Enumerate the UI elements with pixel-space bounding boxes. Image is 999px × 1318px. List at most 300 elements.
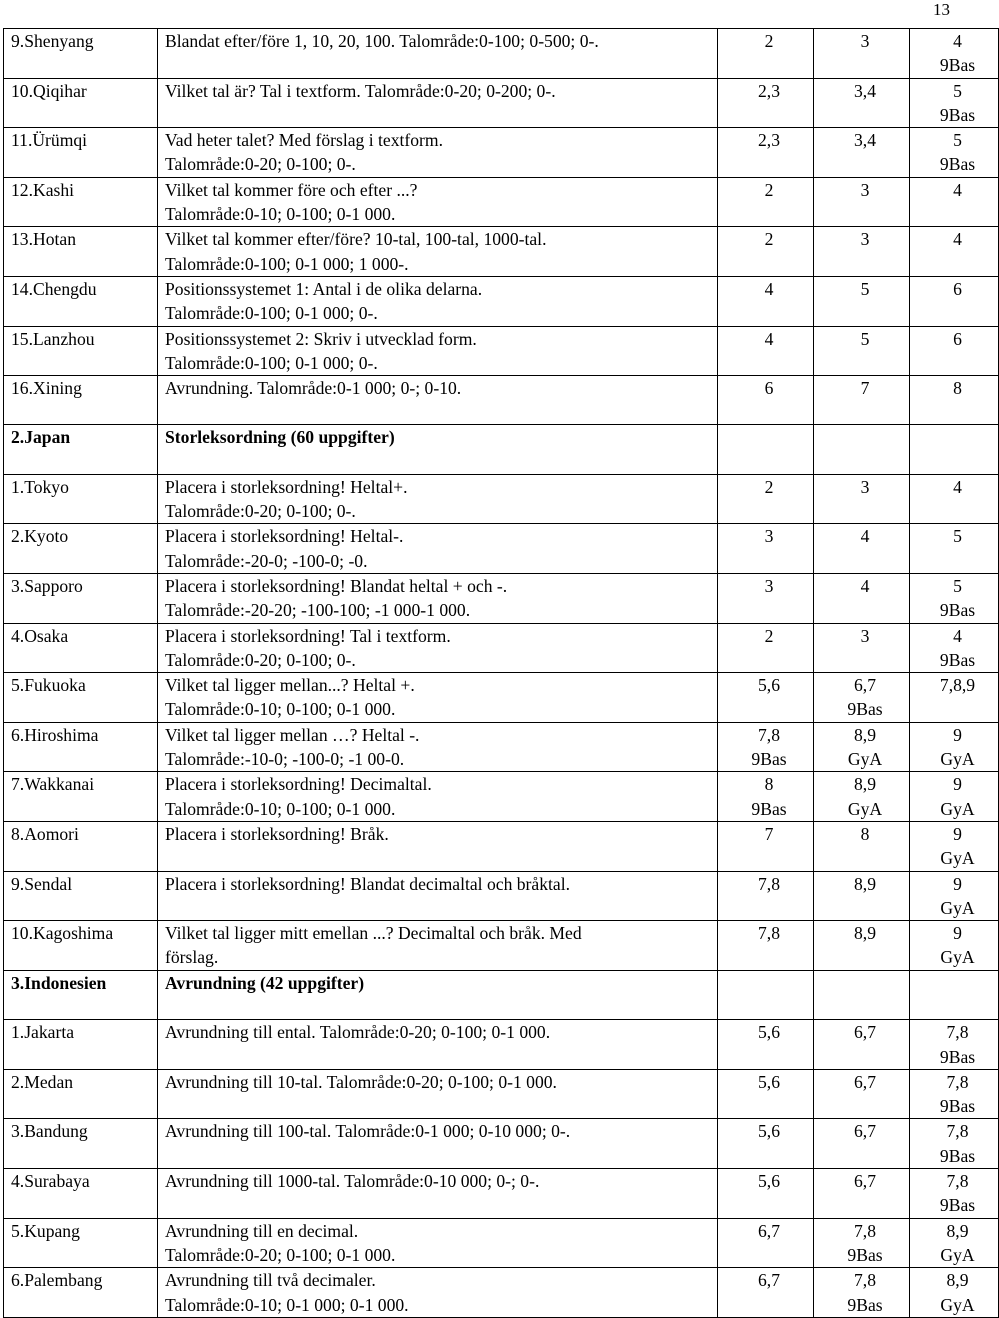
level-3-line: 4: [953, 625, 962, 646]
level-3-line: 6: [953, 328, 962, 349]
place-name: 5.Kupang: [4, 1218, 158, 1268]
level-2-line: 3: [860, 179, 870, 200]
place-name: 1.Tokyo: [4, 474, 158, 524]
level-2-line: 3: [860, 476, 870, 497]
level-2: [814, 1069, 910, 1119]
level-3-line: 7,8: [946, 1171, 969, 1192]
task-description-line: förslag.: [165, 947, 219, 968]
level-3: [910, 78, 999, 128]
task-description-line: Avrundning till två decimaler.: [165, 1270, 376, 1291]
level-1: [718, 177, 814, 227]
task-description: [158, 29, 718, 79]
level-3-line: [917, 449, 998, 473]
task-description-line: Vilket tal är? Tal i textform. Talområde:0-20; 0-200; 0-.: [165, 80, 556, 101]
place-name: 9.Shenyang: [4, 29, 158, 79]
level-1-line: 2: [764, 179, 774, 200]
level-1-line: 5,6: [758, 1071, 780, 1092]
table-row: [4, 1069, 999, 1119]
level-2-line: 8: [860, 823, 870, 844]
task-description-line: Positionssystemet 2: Skriv i utvecklad form.: [165, 328, 477, 349]
level-2-line: 3: [860, 229, 870, 250]
level-2: [814, 276, 910, 326]
level-3: [910, 722, 999, 772]
level-2-line: 4: [860, 575, 870, 596]
level-3-line: [917, 971, 998, 995]
task-description-line: Talområde:0-100; 0-1 000; 0-.: [165, 352, 378, 373]
level-3: [910, 1020, 999, 1070]
level-3-line: 8,9: [946, 1270, 969, 1291]
table-row: [4, 177, 999, 227]
level-3-line: 9: [953, 774, 962, 795]
task-description-line: Placera i storleksordning! Blandat decimaltal och bråktal.: [165, 873, 571, 894]
level-1: [718, 425, 814, 475]
level-1: [718, 1020, 814, 1070]
place-name: 9.Sendal: [4, 871, 158, 921]
level-2-line: 5: [860, 328, 870, 349]
task-description-line: Talområde:0-10; 0-100; 0-1 000.: [165, 699, 396, 720]
level-3: [910, 425, 999, 475]
level-1-line: 5,6: [758, 1171, 780, 1192]
level-3-line: GyA: [940, 798, 975, 819]
level-1-line: 9Bas: [751, 749, 787, 770]
task-description-line: Blandat efter/före 1, 10, 20, 100. Talområde:0-100; 0-500; 0-.: [165, 31, 599, 51]
level-3: [910, 1069, 999, 1119]
table-row: [4, 1268, 999, 1318]
level-1-line: [725, 425, 813, 449]
level-1: [718, 276, 814, 326]
place-name: 13.Hotan: [4, 227, 158, 277]
level-2: [814, 1268, 910, 1318]
level-2-line: GyA: [847, 749, 883, 770]
task-description-line: Talområde:0-10; 0-100; 0-1 000.: [165, 204, 396, 225]
table-row: [4, 1020, 999, 1070]
place-name: 3.Indonesien: [4, 970, 158, 1020]
page-number: 13: [933, 0, 950, 19]
level-2: [814, 78, 910, 128]
level-2-line: 6,7: [854, 1071, 876, 1092]
task-description-line: Vilket tal ligger mitt emellan ...? Decimaltal och bråk. Med: [165, 923, 582, 944]
level-3-line: 6: [953, 278, 962, 299]
task-description: [158, 970, 718, 1020]
table-row: [4, 326, 999, 376]
section-row: [4, 970, 999, 1020]
table-row: [4, 921, 999, 971]
level-1-line: 7: [764, 823, 774, 844]
task-description: [158, 78, 718, 128]
level-1-line: 2: [764, 625, 774, 646]
level-2: [814, 128, 910, 178]
table-row: [4, 376, 999, 425]
task-description-line: Placera i storleksordning! Decimaltal.: [165, 774, 432, 795]
level-1-line: 6,7: [758, 1220, 780, 1241]
place-name: 4.Osaka: [4, 623, 158, 673]
level-2-line: 3,4: [854, 80, 876, 101]
level-3-line: GyA: [940, 897, 975, 918]
level-1: [718, 474, 814, 524]
task-description-line: Avrundning till en decimal.: [165, 1220, 359, 1241]
place-name: 1.Jakarta: [4, 1020, 158, 1070]
place-name: 7.Wakkanai: [4, 772, 158, 822]
level-3-line: 7,8: [946, 1121, 969, 1142]
task-description-line: Avrundning. Talområde:0-1 000; 0-; 0-10.: [165, 378, 462, 399]
level-2-line: GyA: [847, 798, 883, 819]
table-row: [4, 474, 999, 524]
level-1-line: 2,3: [758, 80, 780, 101]
level-2-line: 6,7: [854, 1121, 876, 1142]
table-row: [4, 1169, 999, 1219]
task-description: [158, 1020, 718, 1070]
level-1-line: 4: [764, 328, 774, 349]
level-3: [910, 821, 999, 871]
task-description-line: Talområde:0-20; 0-100; 0-.: [165, 501, 356, 522]
level-1: [718, 128, 814, 178]
task-description-line: Avrundning till 10-tal. Talområde:0-20; 0-100; 0-1 000.: [165, 1071, 557, 1092]
level-3: [910, 673, 999, 723]
level-2: [814, 524, 910, 574]
level-2: [814, 1020, 910, 1070]
level-1: [718, 1218, 814, 1268]
level-3-line: 9Bas: [939, 154, 976, 175]
level-3-line: 8,9: [946, 1220, 969, 1241]
level-3-line: 7,8: [946, 1022, 969, 1043]
level-3-line: 5: [953, 575, 962, 596]
level-2-line: 7,8: [854, 1270, 876, 1291]
task-description-line: Avrundning till 100-tal. Talområde:0-1 000; 0-10 000; 0-.: [165, 1121, 571, 1142]
level-3-line: 7,8,9: [939, 675, 976, 696]
level-3-line: 4: [953, 179, 962, 200]
level-3-line: 9: [953, 923, 962, 944]
table-row: [4, 772, 999, 822]
task-description: [158, 1119, 718, 1169]
place-name: 14.Chengdu: [4, 276, 158, 326]
level-3: [910, 970, 999, 1020]
level-2-line: 5: [860, 278, 870, 299]
level-1: [718, 970, 814, 1020]
level-3-line: 9: [953, 724, 962, 745]
level-1-line: 5,6: [758, 675, 780, 696]
level-3-line: 8: [953, 378, 962, 399]
task-description: [158, 474, 718, 524]
level-2-line: 8,9: [854, 873, 876, 894]
task-description-line: Placera i storleksordning! Blandat heltal + och -.: [165, 575, 508, 596]
task-description-line: Vilket tal ligger mellan …? Heltal -.: [165, 724, 420, 745]
task-description-line: Avrundning (42 uppgifter): [165, 972, 365, 993]
level-3-line: 9: [953, 823, 962, 844]
table-row: [4, 524, 999, 574]
place-name: 6.Palembang: [4, 1268, 158, 1318]
level-2-line: 8,9: [854, 923, 876, 944]
table-row: [4, 722, 999, 772]
level-1: [718, 524, 814, 574]
level-2: [814, 326, 910, 376]
task-description: [158, 276, 718, 326]
level-3-line: [917, 995, 998, 1019]
task-description-line: Avrundning till 1000-tal. Talområde:0-10 000; 0-; 0-.: [165, 1171, 540, 1192]
place-name: 8.Aomori: [4, 821, 158, 871]
level-1-line: 8: [764, 774, 774, 795]
table-row: [4, 1119, 999, 1169]
task-description: [158, 425, 718, 475]
level-3-line: 9: [953, 873, 962, 894]
task-description-line: Talområde:0-100; 0-1 000; 1 000-.: [165, 253, 409, 274]
level-1: [718, 573, 814, 623]
task-description-line: Talområde:-20-0; -100-0; -0.: [165, 550, 368, 571]
task-description-line: Storleksordning (60 uppgifter): [165, 427, 395, 448]
place-name: 3.Bandung: [4, 1119, 158, 1169]
task-description: [158, 921, 718, 971]
level-1-line: 7,8: [758, 923, 780, 944]
level-1: [718, 227, 814, 277]
level-3-line: 5: [953, 80, 962, 101]
level-2-line: 6,7: [854, 675, 876, 696]
task-description: [158, 722, 718, 772]
task-description-line: Placera i storleksordning! Heltal-.: [165, 526, 404, 547]
level-1-line: 4: [764, 278, 774, 299]
place-name: 2.Japan: [4, 425, 158, 475]
place-name: 11.Ürümqi: [4, 128, 158, 178]
task-description-line: Talområde:-10-0; -100-0; -1 00-0.: [165, 749, 405, 770]
task-description: [158, 1069, 718, 1119]
task-description-line: Vilket tal kommer efter/före? 10-tal, 100-tal, 1000-tal.: [165, 229, 547, 250]
table-row: [4, 673, 999, 723]
task-description: [158, 376, 718, 425]
level-3: [910, 29, 999, 79]
level-3-line: 5: [953, 526, 962, 547]
section-row: [4, 425, 999, 475]
place-name: 5.Fukuoka: [4, 673, 158, 723]
level-2: [814, 177, 910, 227]
level-2: [814, 623, 910, 673]
task-description-line: Placera i storleksordning! Tal i textform.: [165, 625, 451, 646]
level-2-line: 9Bas: [847, 699, 883, 720]
place-name: 10.Kagoshima: [4, 921, 158, 971]
level-1-line: 2: [764, 476, 774, 497]
level-2-line: 6,7: [854, 1171, 876, 1192]
task-description-line: Vilket tal ligger mellan...? Heltal +.: [165, 675, 415, 696]
task-description-line: Talområde:0-20; 0-100; 0-1 000.: [165, 1244, 396, 1265]
level-2-line: 9Bas: [847, 1294, 883, 1315]
level-1: [718, 772, 814, 822]
level-1: [718, 376, 814, 425]
level-3-line: 9Bas: [939, 1046, 976, 1067]
level-2: [814, 970, 910, 1020]
task-description-line: Talområde:0-20; 0-100; 0-.: [165, 154, 356, 175]
level-1-line: 3: [764, 575, 774, 596]
level-2: [814, 722, 910, 772]
place-name: 3.Sapporo: [4, 573, 158, 623]
level-2-line: 8,9: [854, 774, 876, 795]
level-2-line: [821, 971, 909, 995]
level-1-line: 7,8: [758, 873, 780, 894]
task-description-line: Avrundning till ental. Talområde:0-20; 0-100; 0-1 000.: [165, 1022, 551, 1043]
level-2-line: 3: [860, 31, 870, 51]
task-description-line: Talområde:-20-20; -100-100; -1 000-1 000.: [165, 600, 471, 621]
place-name: 12.Kashi: [4, 177, 158, 227]
table-row: [4, 276, 999, 326]
task-description-line: Positionssystemet 1: Antal i de olika delarna.: [165, 278, 483, 299]
task-description: [158, 821, 718, 871]
level-3: [910, 871, 999, 921]
level-3: [910, 1169, 999, 1219]
level-2: [814, 821, 910, 871]
place-name: 4.Surabaya: [4, 1169, 158, 1219]
level-3: [910, 276, 999, 326]
level-2-line: 7: [860, 378, 870, 399]
level-1: [718, 29, 814, 79]
level-2: [814, 871, 910, 921]
level-3-line: GyA: [940, 947, 975, 968]
level-1: [718, 1119, 814, 1169]
level-1: [718, 921, 814, 971]
task-description-line: Vad heter talet? Med förslag i textform.: [165, 130, 443, 151]
level-3: [910, 376, 999, 425]
table-row: [4, 128, 999, 178]
level-2-line: 7,8: [854, 1220, 876, 1241]
level-3-line: GyA: [940, 1244, 975, 1265]
table-row: [4, 78, 999, 128]
level-2: [814, 673, 910, 723]
table-row: [4, 29, 999, 79]
task-description: [158, 573, 718, 623]
task-description-line: Vilket tal kommer före och efter ...?: [165, 179, 418, 200]
level-2: [814, 573, 910, 623]
table-row: [4, 821, 999, 871]
task-description-line: Placera i storleksordning! Heltal+.: [165, 476, 408, 497]
task-description: [158, 177, 718, 227]
level-1-line: 2: [764, 31, 774, 51]
task-description-line: Talområde:0-10; 0-100; 0-1 000.: [165, 798, 396, 819]
level-1-line: [725, 971, 813, 995]
level-1-line: 3: [764, 526, 774, 547]
task-description: [158, 673, 718, 723]
task-description: [158, 326, 718, 376]
task-description: [158, 128, 718, 178]
place-name: 2.Kyoto: [4, 524, 158, 574]
level-2-line: 3: [860, 625, 870, 646]
level-3-line: 4: [953, 476, 962, 497]
level-1: [718, 821, 814, 871]
level-2: [814, 1169, 910, 1219]
level-1: [718, 1268, 814, 1318]
level-2: [814, 921, 910, 971]
place-name: 15.Lanzhou: [4, 326, 158, 376]
level-1: [718, 623, 814, 673]
task-description: [158, 524, 718, 574]
place-name: 6.Hiroshima: [4, 722, 158, 772]
table-row: [4, 1218, 999, 1268]
table-row: [4, 573, 999, 623]
level-3: [910, 573, 999, 623]
task-description: [158, 227, 718, 277]
level-3-line: GyA: [940, 848, 975, 869]
level-3-line: 9Bas: [939, 1096, 976, 1117]
level-3: [910, 227, 999, 277]
level-2: [814, 376, 910, 425]
place-name: 10.Qiqihar: [4, 78, 158, 128]
level-3-line: 9Bas: [939, 649, 976, 670]
task-description: [158, 1268, 718, 1318]
level-3-line: 9Bas: [939, 600, 976, 621]
level-3: [910, 1268, 999, 1318]
level-3-line: 5: [953, 130, 962, 151]
level-3: [910, 326, 999, 376]
table-row: [4, 871, 999, 921]
level-1-line: 9Bas: [751, 798, 787, 819]
task-description: [158, 871, 718, 921]
level-1-line: 5,6: [758, 1022, 780, 1043]
level-3-line: 9Bas: [939, 1195, 976, 1216]
level-3: [910, 1218, 999, 1268]
level-1-line: 2,3: [758, 130, 780, 151]
task-description: [158, 1218, 718, 1268]
task-description: [158, 623, 718, 673]
task-description-line: Talområde:0-20; 0-100; 0-.: [165, 649, 356, 670]
level-1: [718, 722, 814, 772]
task-description-line: Talområde:0-100; 0-1 000; 0-.: [165, 303, 378, 324]
level-3: [910, 623, 999, 673]
curriculum-table: [3, 28, 999, 1318]
level-1: [718, 78, 814, 128]
place-name: 16.Xining: [4, 376, 158, 425]
level-2: [814, 1218, 910, 1268]
level-3: [910, 177, 999, 227]
task-description-line: Placera i storleksordning! Bråk.: [165, 823, 389, 844]
level-1: [718, 1169, 814, 1219]
level-2-line: [821, 425, 909, 449]
level-3: [910, 128, 999, 178]
level-2-line: 4: [860, 526, 870, 547]
level-3-line: GyA: [940, 749, 975, 770]
level-3-line: 9Bas: [939, 55, 976, 76]
level-3-line: 9Bas: [939, 104, 976, 125]
level-3: [910, 1119, 999, 1169]
level-1-line: 7,8: [758, 724, 780, 745]
level-2: [814, 1119, 910, 1169]
level-1-line: 6: [764, 378, 774, 399]
level-1: [718, 326, 814, 376]
level-2: [814, 227, 910, 277]
table-row: [4, 227, 999, 277]
level-1: [718, 871, 814, 921]
task-description: [158, 1169, 718, 1219]
level-3-line: 7,8: [946, 1071, 969, 1092]
level-2-line: 9Bas: [847, 1244, 883, 1265]
level-3-line: 9Bas: [939, 1145, 976, 1166]
level-2-line: 3,4: [854, 130, 876, 151]
level-3-line: 4: [953, 31, 962, 51]
level-2: [814, 29, 910, 79]
level-3: [910, 524, 999, 574]
place-name: 2.Medan: [4, 1069, 158, 1119]
level-3: [910, 921, 999, 971]
level-1-line: 5,6: [758, 1121, 780, 1142]
task-description-line: Talområde:0-10; 0-1 000; 0-1 000.: [165, 1294, 409, 1315]
table-row: [4, 623, 999, 673]
level-3-line: GyA: [940, 1294, 975, 1315]
level-1-line: 6,7: [758, 1270, 780, 1291]
level-3-line: 4: [953, 229, 962, 250]
level-3-line: [917, 425, 998, 449]
level-2: [814, 474, 910, 524]
level-1-line: 2: [764, 229, 774, 250]
level-1: [718, 1069, 814, 1119]
level-3: [910, 772, 999, 822]
level-2: [814, 425, 910, 475]
level-1: [718, 673, 814, 723]
table-body: [4, 29, 999, 1318]
level-2-line: 6,7: [854, 1022, 876, 1043]
level-3: [910, 474, 999, 524]
